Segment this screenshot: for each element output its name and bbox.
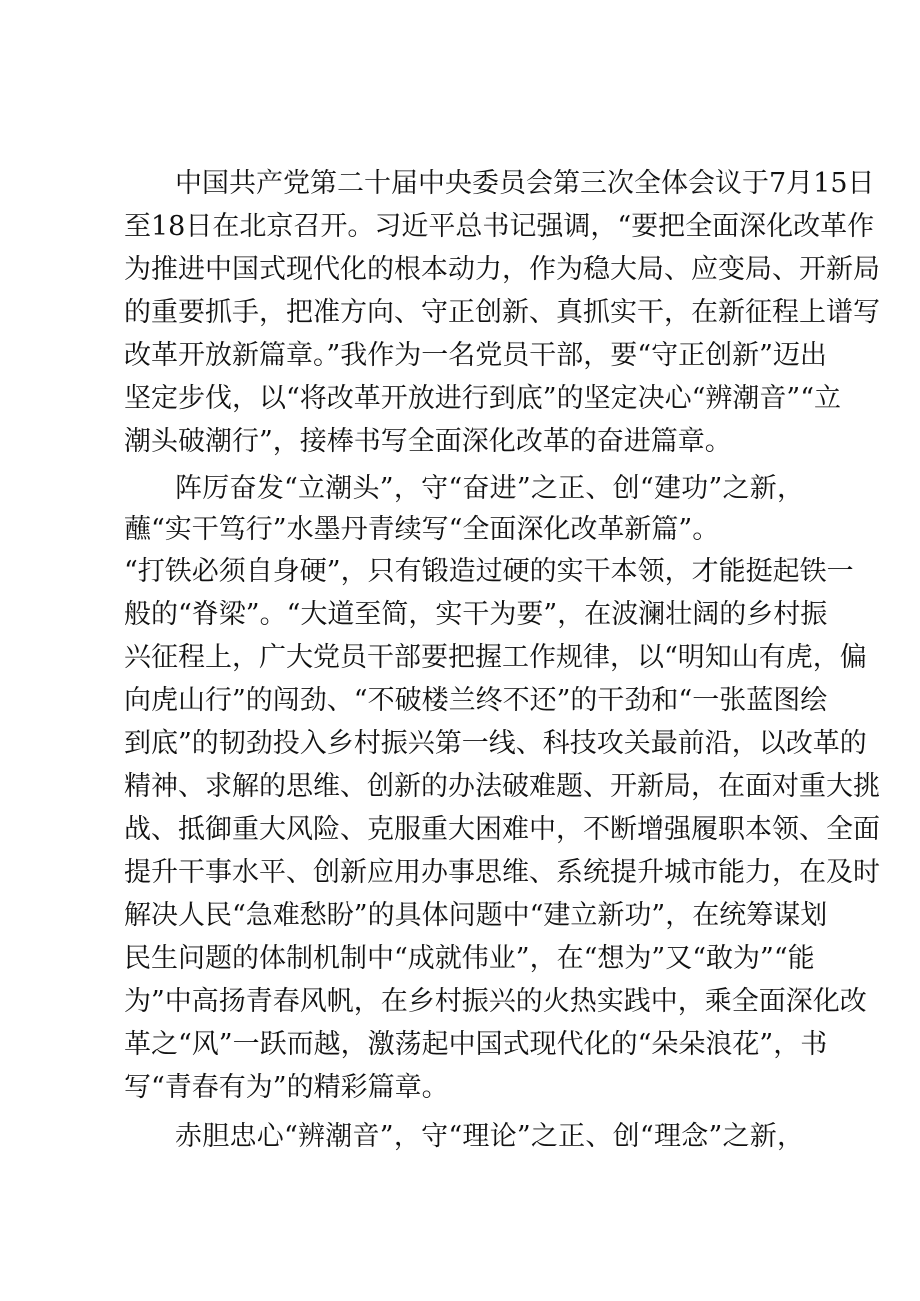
text-line: 至18日在北京召开。习近平总书记强调，“要把全面深化改革作 xyxy=(124,211,875,242)
text-line: 潮头破潮行”，接棒书写全面深化改革的奋进篇章。 xyxy=(124,426,732,457)
text-line: “打铁必须自身硬”，只有锻造过硬的实干本领，才能挺起铁一 xyxy=(124,556,854,587)
text-line: 阵厉奋发“立潮头”，守“奋进”之正、创“建功”之新， xyxy=(175,473,804,504)
text-line: 蘸“实干笃行”水墨丹青续写“全面深化改革新篇”。 xyxy=(124,514,720,545)
text-line: 般的“脊梁”。“大道至简，实干为要”，在波澜壮阔的乡村振 xyxy=(124,599,828,630)
text-line: 精神、求解的思维、创新的办法破难题、开新局，在面对重大挑 xyxy=(124,771,880,802)
text-line: 兴征程上，广大党员干部要把握工作规律，以“明知山有虎，偏 xyxy=(124,642,867,673)
text-line: 赤胆忠心“辨潮音”，守“理论”之正、创“理念”之新， xyxy=(175,1121,804,1152)
text-line: 提升干事水平、创新应用办事思维、系统提升城市能力，在及时 xyxy=(124,857,880,888)
text-line: 解决人民“急难愁盼”的具体问题中“建立新功”，在统筹谋划 xyxy=(124,900,828,931)
text-line: 为推进中国式现代化的根本动力，作为稳大局、应变局、开新局 xyxy=(124,254,880,285)
text-line: 写“青春有为”的精彩篇章。 xyxy=(124,1072,449,1103)
text-line: 中国共产党第二十届中央委员会第三次全体会议于7月15日 xyxy=(175,168,875,199)
text-line: 到底”的韧劲投入乡村振兴第一线、科技攻关最前沿，以改革的 xyxy=(124,728,867,759)
text-line: 的重要抓手，把准方向、守正创新、真抓实干，在新征程上谱写 xyxy=(124,297,880,328)
text-line: 革之“风”一跃而越，激荡起中国式现代化的“朵朵浪花”，书 xyxy=(124,1029,828,1060)
text-line: 战、抵御重大风险、克服重大困难中，不断增强履职本领、全面 xyxy=(124,814,880,845)
text-line: 坚定步伐，以“将改革开放进行到底”的坚定决心“辨潮音”“立 xyxy=(124,383,842,414)
text-line: 向虎山行”的闯劲、“不破楼兰终不还”的干劲和“一张蓝图绘 xyxy=(124,685,828,716)
text-line: 为”中高扬青春风帆，在乡村振兴的火热实践中，乘全面深化改 xyxy=(124,986,867,1017)
text-line: 改革开放新篇章。”我作为一名党员干部，要“守正创新”迈出 xyxy=(124,340,827,371)
text-line: 民生问题的体制机制中“成就伟业”，在“想为”又“敢为”“能 xyxy=(124,943,815,974)
